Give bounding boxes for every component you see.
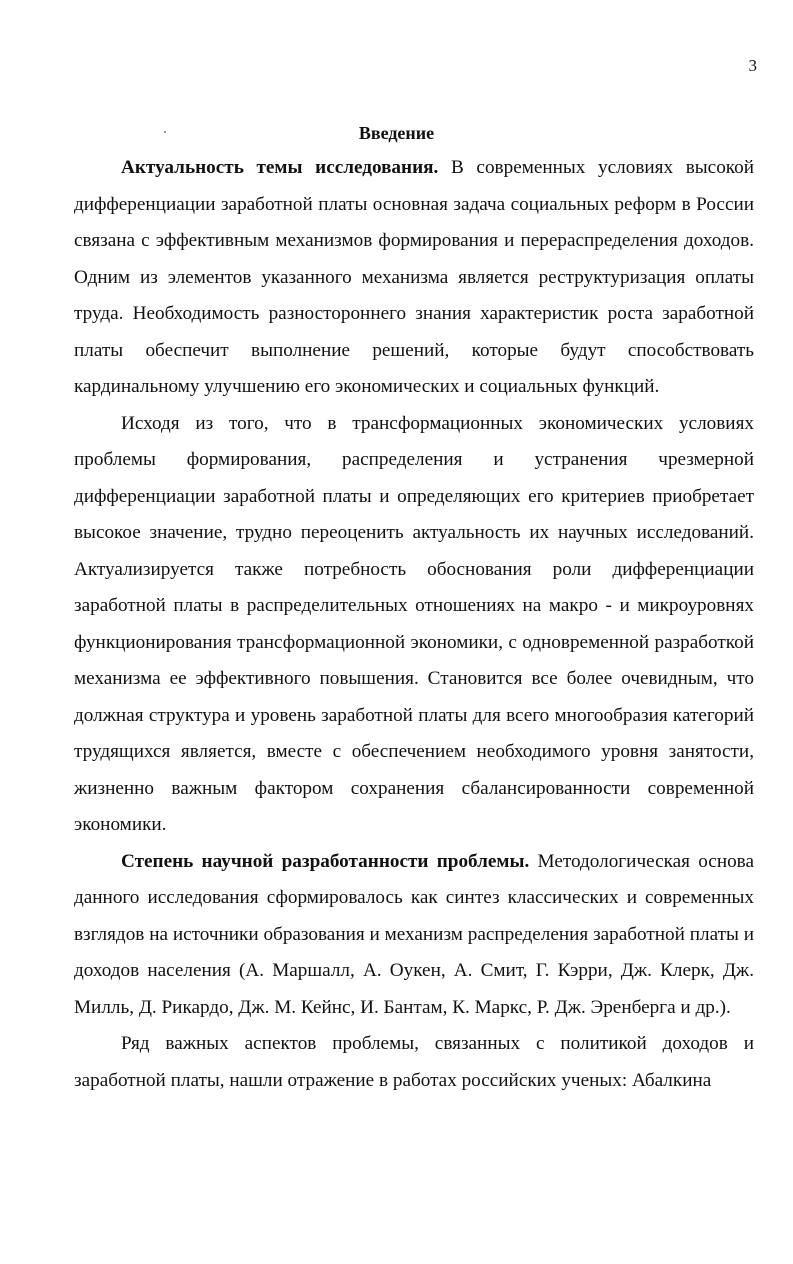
paragraph-problems (74, 406, 754, 844)
paragraph-aspects (74, 1026, 754, 1099)
paragraph-text: Ряд важных аспектов проблемы, связанных с политикой доходов и заработной платы, нашли отражение в работах российских ученых: Абалкина (74, 1033, 754, 1091)
paragraph-degree (74, 844, 754, 1027)
paragraph-text: В современных условиях высокой дифференциации заработной платы основная задача социальных реформ в России связана с эффективным механизмов формирования и перераспределения доходов. Одним из элементов указанного механизма является реструктуризация оплаты труда. Необходимость разностороннего знания характеристик роста заработной платы обеспечит выполнение решений, которые будут способствовать кардинальному улучшению его экономических и социальных функций. (74, 157, 754, 397)
body-text (74, 150, 754, 1099)
lead-relevance: Актуальность темы исследования. (121, 157, 439, 178)
page-number: 3 (748, 56, 757, 75)
lead-degree: Степень научной разработанности проблемы. (121, 850, 530, 872)
paragraph-text: Исходя из того, что в трансформационных экономических условиях проблемы формирования, распределения и устранения чрезмерной дифференциации заработной платы и определяющих его критериев приобретает высокое значение, трудно переоценить актуальность их научных исследований. Актуализируется также потребность обоснования роли дифференциации заработной платы в распределительных отношениях на макро - и микроуровнях функционирования трансформационной экономики, с одновременной разработкой механизма ее эффективного повышения. Становится все более очевидным, что должная структура и уровень заработной платы для всего многообразия категорий трудящихся является, вместе с обеспечением необходимого уровня занятости, жизненно важным фактором сохранения сбалансированности современной экономики. (74, 412, 754, 835)
paragraph-relevance (74, 150, 754, 406)
section-heading: Введение (358, 123, 435, 143)
paragraph-text: Методологическая основа данного исследования сформировалось как синтез классических и современных взглядов на источники образования и механизм распределения заработной платы и доходов населения (А. Маршалл, А. Оукен, А. Смит, Г. Кэрри, Дж. Клерк, Дж. Милль, Д. Рикардо, Дж. М. Кейнс, И. Бантам, К. Маркс, Р. Дж. Эренберга и др.). (74, 850, 754, 1018)
